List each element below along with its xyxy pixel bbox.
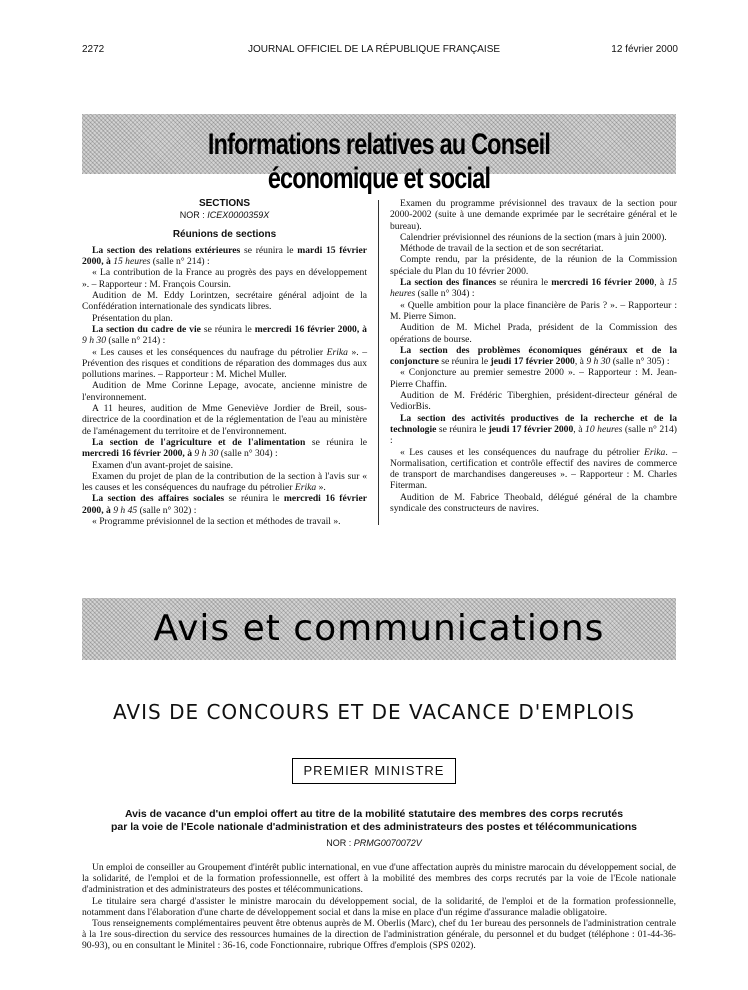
- paragraph: Calendrier prévisionnel des réunions de la section (mars à juin 2000).: [400, 231, 667, 243]
- paragraph: La section des problèmes économiques généraux et de la conjoncture se réunira le jeudi 17 février 2000, à 9 h 30 (salle n° 305) :: [390, 344, 677, 368]
- paragraph: « La contribution de la France au progrès des pays en développement ». – Rapporteur : M. François Coursin.: [82, 267, 367, 290]
- paragraph: Audition de Mme Corinne Lepage, avocate, ancienne ministre de l'environnement.: [82, 380, 367, 403]
- paragraph: Examen du projet de plan de la contribution de la section à l'avis sur « les causes et les conséquences du naufrage du pétrolier Erika ».: [82, 470, 367, 494]
- paragraph: Tous renseignements complémentaires peuvent être obtenus auprès de M. Oberlis (Marc), chef du 1er bureau des personnels de l'administration centrale à la 1re sous-direction du service des ressources humaines de la direction de l'administration générale, du personnel et du budget (téléphone : 01-44-36-90-93), ou en consultant le Minitel : 36-16, code Fonctionnaire, rubrique Offres d'emplois (SPS 0202).: [82, 918, 676, 952]
- paragraph: Examen d'un avant-projet de saisine.: [92, 459, 234, 471]
- paragraph: Audition de M. Michel Prada, président de la Commission des opérations de bourse.: [390, 322, 677, 345]
- paragraph: Présentation du plan.: [92, 312, 173, 324]
- paragraph: La section des finances se réunira le mercredi 16 février 2000, à 15 heures (salle n° 304) :: [390, 277, 677, 300]
- column-left: [82, 198, 367, 527]
- sections-title: SECTIONS: [198, 198, 251, 209]
- vacancy-body: [82, 862, 676, 952]
- paragraph: Audition de M. Fabrice Theobald, délégué général de la chambre syndicale des constructeurs de navires.: [390, 491, 677, 515]
- banner-title: Informations relatives au Conseil économique et social: [207, 128, 551, 195]
- paragraph: « Programme prévisionnel de la section et méthodes de travail ».: [92, 516, 341, 528]
- paragraph: Examen du programme prévisionnel des travaux de la section pour 2000-2002 (suite à une demande exprimée par le secrétaire général et le bureau).: [390, 198, 677, 232]
- paragraph: Le titulaire sera chargé d'assister le ministre marocain du développement social, de la solidarité, de l'emploi et de la formation professionnelle, notamment dans l'élaboration d'une charte de développement social et dans la mise en place d'un régime d'assurance maladie obligatoire.: [82, 895, 676, 918]
- paragraph: Audition de M. Frédéric Tiberghien, président-directeur général de VediorBis.: [390, 390, 677, 413]
- paragraph: La section des relations extérieures se réunira le mardi 15 février 2000, à 15 heures (salle n° 214) :: [82, 244, 367, 268]
- paragraph: Un emploi de conseiller au Groupement d'intérêt public international, en vue d'une affectation auprès du ministre marocain du développement social, de la solidarité, de l'emploi et de la formation professionnelle, est offert à la mobilité des membres des corps recrutés par la voie de l'Ecole nationale d'administration et des administrateurs des postes et télécommunications.: [82, 862, 676, 896]
- paragraph: La section des activités productives de la recherche et de la technologie se réunira le jeudi 17 février 2000, à 10 heures (salle n° 214) :: [390, 412, 677, 447]
- paragraph: La section de l'agriculture et de l'alimentation se réunira le mercredi 16 février 2000, à 9 h 30 (salle n° 304) :: [82, 436, 367, 460]
- paragraph: « Conjoncture au premier semestre 2000 ». – Rapporteur : M. Jean-Pierre Chaffin.: [390, 367, 677, 390]
- paragraph: La section du cadre de vie se réunira le mercredi 16 février 2000, à 9 h 30 (salle n° 214) :: [82, 323, 367, 347]
- column-divider: [378, 200, 379, 525]
- section-banner-avis: [82, 598, 676, 660]
- issue-date: 12 février 2000: [611, 44, 678, 55]
- page-number: 2272: [82, 44, 105, 55]
- paragraph: Compte rendu, par la présidente, de la réunion de la Commission spéciale du Plan du 10 février 2000.: [390, 254, 677, 277]
- paragraph: « Les causes et les conséquences du naufrage du pétrolier Erika. – Normalisation, certification et contrôle effectif des navires de commerce de transport de marchandises dangereuses ». – Rapporteur : M. Charles Fiterman.: [390, 446, 677, 492]
- vacancy-nor: NOR : PRMG0070072V: [326, 838, 422, 848]
- paragraph: « Quelle ambition pour la place financière de Paris ? ». – Rapporteur : M. Pierre Simon.: [390, 299, 677, 322]
- banner-title: Avis et communications: [153, 608, 605, 649]
- paragraph: La section des affaires sociales se réunira le mercredi 16 février 2000, à 9 h 45 (salle n° 302) :: [82, 493, 367, 516]
- column-right: [390, 198, 677, 514]
- section-banner-ces: [82, 114, 676, 195]
- paragraph: A 11 heures, audition de Mme Geneviève Jordier de Breil, sous-directrice de la coordination et de la réglementation de l'eau au ministère de l'aménagement du territoire et de l'environnement.: [82, 403, 367, 437]
- sections-subtitle: Réunions de sections: [172, 228, 277, 240]
- avis-heading: AVIS DE CONCOURS ET DE VACANCE D'EMPLOIS: [113, 700, 635, 724]
- nor-reference: NOR : ICEX0000359X: [179, 210, 270, 221]
- vacancy-title: Avis de vacance d'un emploi offert au titre de la mobilité statutaire des membres des corps recrutés par la voie de l'Ecole nationale d'administration et des administrateurs des postes et télécommunications: [110, 808, 638, 833]
- paragraph: Méthode de travail de la section et de son secrétariat.: [400, 243, 604, 255]
- journal-title: JOURNAL OFFICIEL DE LA RÉPUBLIQUE FRANÇAISE: [247, 44, 501, 55]
- paragraph: « Les causes et les conséquences du naufrage du pétrolier Erika ». – Prévention des risques et conditions de réparation des dommages dus aux pollutions marines. – Rapporteur : M. Michel Muller.: [82, 346, 367, 381]
- paragraph: Audition de M. Eddy Lorintzen, secrétaire général adjoint de la Confédération internationale des syndicats libres.: [82, 290, 367, 313]
- ministry-box: PREMIER MINISTRE: [292, 758, 456, 784]
